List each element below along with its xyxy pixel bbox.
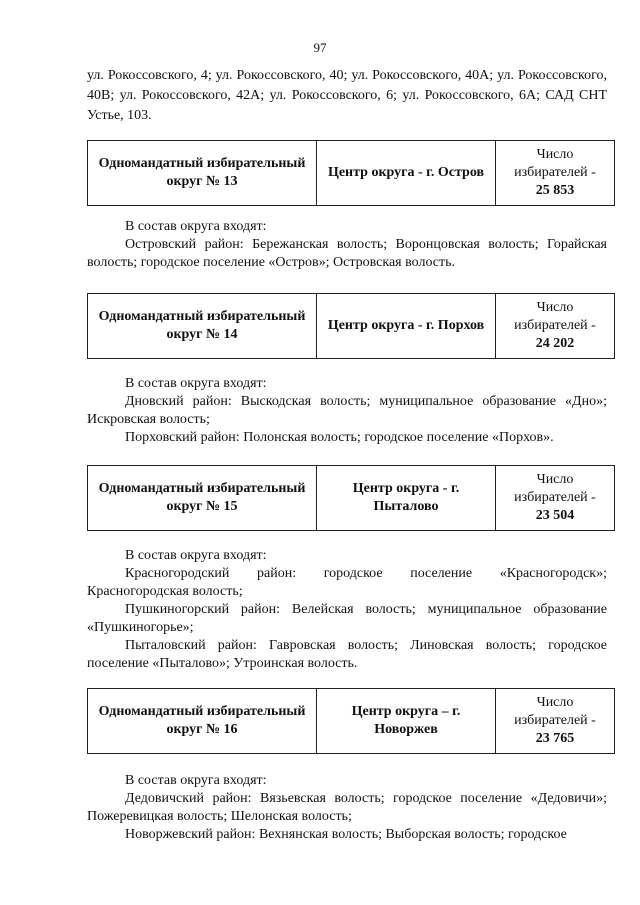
- includes-heading: В состав округа входят:: [125, 376, 267, 391]
- district-13-table: [87, 140, 615, 206]
- district-name: Одномандатный избирательный округ № 15: [88, 466, 317, 531]
- table-row: [88, 141, 615, 206]
- district-center: Центр округа - г. Порхов: [317, 294, 496, 359]
- district-paragraph: Пыталовский район: Гавровская волость; Линовская волость; городское поселение «Пыталово»; Утроинская волость.: [87, 638, 607, 671]
- district-paragraph: Порховский район: Полонская волость; городское поселение «Порхов».: [125, 430, 554, 445]
- district-center: Центр округа – г. Новоржев: [317, 689, 496, 754]
- voters-cell: [496, 689, 615, 754]
- includes-heading: В состав округа входят:: [125, 548, 267, 563]
- voters-cell: [496, 141, 615, 206]
- voters-count: 25 853: [535, 183, 575, 198]
- table-row: [88, 689, 615, 754]
- page-number: 97: [313, 40, 327, 55]
- district-15-table: [87, 465, 615, 531]
- voters-cell: [496, 466, 615, 531]
- table-row: [88, 294, 615, 359]
- continued-address-list: ул. Рокоссовского, 4; ул. Рокоссовского, 40; ул. Рокоссовского, 40А; ул. Рокоссовского, 40В; ул. Рокоссовского, 42А; ул. Рокоссовского, 6; ул. Рокоссовского, 6А; САД СНТ Устье, 103.: [87, 68, 607, 123]
- includes-heading: В состав округа входят:: [125, 219, 267, 234]
- voters-cell: [496, 294, 615, 359]
- district-14-content: [87, 375, 607, 447]
- district-15-content: [87, 547, 607, 673]
- district-16-content: [87, 772, 607, 844]
- voters-count: 23 765: [535, 731, 575, 746]
- district-paragraph: Островский район: Бережанская волость; Воронцовская волость; Горайская волость; городское поселение «Остров»; Островская волость.: [87, 237, 607, 270]
- district-paragraph: Пушкиногорский район: Велейская волость; муниципальное образование «Пушкиногорье»;: [87, 602, 607, 635]
- district-13-content: [87, 218, 607, 272]
- district-name: Одномандатный избирательный округ № 13: [88, 141, 317, 206]
- district-paragraph: Дедовичский район: Вязьевская волость; городское поселение «Дедовичи»; Пожеревицкая волость; Шелонская волость;: [87, 791, 607, 824]
- voters-label: Число избирателей -: [514, 300, 596, 333]
- voters-count: 23 504: [535, 508, 575, 523]
- district-center: Центр округа - г. Пыталово: [317, 466, 496, 531]
- district-name: Одномандатный избирательный округ № 14: [88, 294, 317, 359]
- voters-label: Число избирателей -: [514, 147, 596, 180]
- table-row: [88, 466, 615, 531]
- district-center: Центр округа - г. Остров: [317, 141, 496, 206]
- district-name: Одномандатный избирательный округ № 16: [88, 689, 317, 754]
- district-paragraph: Дновский район: Выскодская волость; муниципальное образование «Дно»; Искровская волость;: [87, 394, 607, 427]
- district-paragraph: Новоржевский район: Вехнянская волость; Выборская волость; городское: [125, 827, 567, 842]
- voters-label: Число избирателей -: [514, 695, 596, 728]
- includes-heading: В состав округа входят:: [125, 773, 267, 788]
- district-14-table: [87, 293, 615, 359]
- district-paragraph: Красногородский район: городское поселение «Красногородск»; Красногородская волость;: [87, 566, 607, 599]
- voters-count: 24 202: [535, 336, 575, 351]
- district-16-table: [87, 688, 615, 754]
- voters-label: Число избирателей -: [514, 472, 596, 505]
